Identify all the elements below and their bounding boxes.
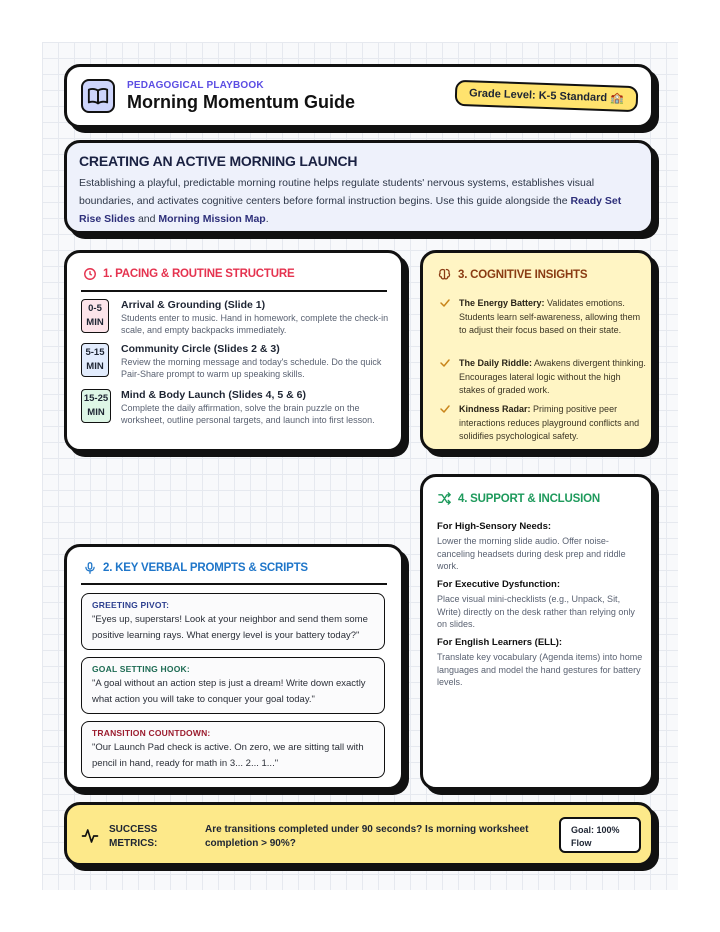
intro-connector: and xyxy=(135,213,159,225)
check-icon xyxy=(439,403,451,415)
cognitive-item-desc: Priming positive peer interactions reduces playground conflicts and solidifies psychological safety. xyxy=(459,404,640,441)
morning-mission-map-link[interactable]: Morning Mission Map xyxy=(158,213,266,225)
script-text: "A goal without an action step is just a dream! Write down exactly what action you will take to conquer your goal today." xyxy=(92,678,366,705)
prompts-heading xyxy=(83,561,308,575)
prompts-divider xyxy=(81,583,387,585)
cognitive-item-title: The Energy Battery: xyxy=(459,298,545,308)
goal-badge: Goal: 100% Flow xyxy=(559,817,641,853)
metrics-label: SUCCESS METRICS: xyxy=(109,824,158,849)
pacing-item-title: Community Circle (Slides 2 & 3) xyxy=(121,343,280,355)
time-badge: 15-25 MIN xyxy=(81,389,111,423)
intro-end: . xyxy=(265,213,269,225)
support-item-title: For High-Sensory Needs: xyxy=(437,521,552,532)
cognitive-item-text xyxy=(459,357,647,398)
cognitive-heading-text: 3. COGNITIVE INSIGHTS xyxy=(458,268,588,281)
grade-level-badge: Grade Level: K-5 Standard 🏫 xyxy=(455,80,639,112)
support-item-desc: Place visual mini-checklists (e.g., Unpack, Sit, Write) directly on the desk rather than relying only on slides. xyxy=(437,594,635,629)
intro-card xyxy=(64,140,654,234)
ready-set-rise-link[interactable]: Ready Set Rise Slides xyxy=(79,195,622,225)
support-item-desc: Translate key vocabulary (Agenda items) into home languages and model the hand gestures for battery levels. xyxy=(437,652,643,687)
pacing-divider xyxy=(81,290,387,292)
script-text: "Our Launch Pad check is active. On zero, we are sitting tall with pencil in hand, ready for math in 3... 2... 1..." xyxy=(92,742,364,769)
support-item xyxy=(437,521,643,573)
script-box xyxy=(81,593,385,650)
shuffle-icon xyxy=(437,491,452,506)
support-item xyxy=(437,637,643,689)
pacing-card xyxy=(64,250,404,452)
metrics-card xyxy=(64,802,654,866)
microphone-icon xyxy=(83,561,97,575)
script-box xyxy=(81,657,385,714)
support-card xyxy=(420,474,654,790)
support-heading xyxy=(437,491,600,506)
support-item-title: For English Learners (ELL): xyxy=(437,637,563,648)
pacing-item-desc: Students enter to music. Hand in homework, complete the check-in scale, and empty backpacks immediately. xyxy=(121,313,389,335)
script-box xyxy=(81,721,385,778)
cognitive-item-text xyxy=(459,297,647,338)
metrics-question: Are transitions completed under 90 seconds? Is morning worksheet completion > 90%? xyxy=(205,824,529,849)
cognitive-heading xyxy=(437,267,587,282)
pacing-heading-text: 1. PACING & ROUTINE STRUCTURE xyxy=(103,268,295,280)
header-kicker: PEDAGOGICAL PLAYBOOK xyxy=(127,80,264,91)
brain-icon xyxy=(437,267,452,282)
intro-body xyxy=(79,174,645,228)
pacing-item-desc: Review the morning message and today's schedule. Do the quick Pair-Share prompt to warm up speaking skills. xyxy=(121,357,382,379)
support-item-desc: Lower the morning slide audio. Offer noise-canceling headsets during desk prep and riddle work. xyxy=(437,536,626,571)
pacing-item-desc: Complete the daily affirmation, solve the brain puzzle on the worksheet, outline personal targets, and launch into first lesson. xyxy=(121,403,375,425)
script-label: GREETING PIVOT: xyxy=(92,600,170,610)
cognitive-item-title: The Daily Riddle: xyxy=(459,358,533,368)
prompts-heading-text: 2. KEY VERBAL PROMPTS & SCRIPTS xyxy=(103,562,308,574)
clock-icon xyxy=(83,267,97,281)
logo-badge xyxy=(81,79,115,113)
cognitive-card xyxy=(420,250,654,452)
check-icon xyxy=(439,297,451,309)
header-card xyxy=(64,64,654,128)
cognitive-item-title: Kindness Radar: xyxy=(459,404,531,414)
pacing-item-title: Mind & Body Launch (Slides 4, 5 & 6) xyxy=(121,389,306,401)
script-label: TRANSITION COUNTDOWN: xyxy=(92,728,211,738)
support-item-title: For Executive Dysfunction: xyxy=(437,579,560,590)
page-title: Morning Momentum Guide xyxy=(127,92,355,112)
prompts-card xyxy=(64,544,404,790)
time-badge: 5-15 MIN xyxy=(81,343,109,377)
cognitive-item-desc: Validates emotions. Students learn self-awareness, allowing them to adjust their focus based on their state. xyxy=(459,298,641,335)
open-book-icon xyxy=(87,85,109,107)
intro-text: Establishing a playful, predictable morning routine helps regulate students' nervous systems, establishes visual boundaries, and activates cognitive centers before formal instruction begins. Use this guide alongside the xyxy=(79,177,595,207)
time-badge: 0-5 MIN xyxy=(81,299,109,333)
script-text: "Eyes up, superstars! Look at your neighbor and send them some positive learning rays. What energy level is your battery today?" xyxy=(92,614,368,641)
pacing-item-title: Arrival & Grounding (Slide 1) xyxy=(121,299,266,311)
pulse-icon xyxy=(81,827,99,845)
intro-title: CREATING AN ACTIVE MORNING LAUNCH xyxy=(79,153,358,169)
check-icon xyxy=(439,357,451,369)
cognitive-item-text xyxy=(459,403,647,444)
support-item xyxy=(437,579,643,631)
script-label: GOAL SETTING HOOK: xyxy=(92,664,190,674)
cognitive-item-desc: Awakens divergent thinking. Encourages lateral logic without the high stakes of graded work. xyxy=(459,358,646,395)
support-heading-text: 4. SUPPORT & INCLUSION xyxy=(458,492,600,505)
pacing-heading xyxy=(83,267,294,281)
